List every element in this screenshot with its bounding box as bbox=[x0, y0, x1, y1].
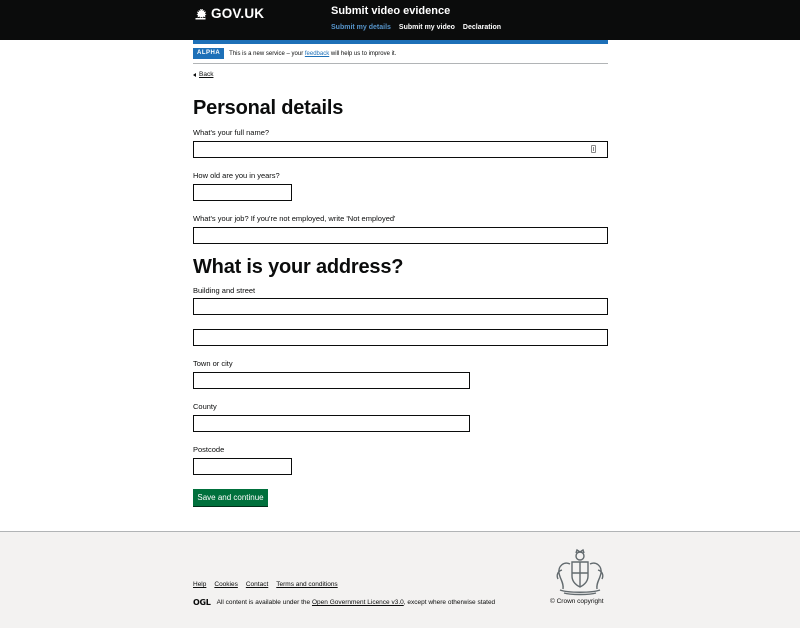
header-blue-bar bbox=[193, 40, 608, 44]
crown-copyright-link[interactable]: © Crown copyright bbox=[550, 598, 604, 605]
county-input[interactable] bbox=[193, 415, 470, 432]
nav-declaration[interactable]: Declaration bbox=[462, 24, 502, 31]
postcode-input[interactable] bbox=[193, 458, 292, 475]
address-heading: What is your address? bbox=[193, 256, 404, 278]
phase-text-after: will help us to improve it. bbox=[330, 51, 397, 57]
job-input[interactable] bbox=[193, 227, 608, 244]
footer-link-cookies[interactable]: Cookies bbox=[214, 581, 238, 588]
header-nav bbox=[331, 24, 501, 31]
licence-link[interactable]: Open Government Licence v3.0 bbox=[311, 599, 404, 606]
footer-link-help[interactable]: Help bbox=[193, 581, 207, 588]
back-link-label: Back bbox=[199, 71, 214, 78]
footer-link-contact[interactable]: Contact bbox=[245, 581, 269, 588]
crown-icon bbox=[193, 7, 208, 20]
licence-text-before: All content is available under the bbox=[216, 599, 311, 606]
service-name[interactable]: Submit video evidence bbox=[331, 5, 451, 17]
town-input[interactable] bbox=[193, 372, 470, 389]
age-label: How old are you in years? bbox=[193, 171, 280, 180]
back-link[interactable] bbox=[193, 71, 213, 78]
royal-coat-of-arms-icon bbox=[552, 548, 608, 596]
nav-submit-my-video[interactable]: Submit my video bbox=[398, 24, 455, 31]
footer-link-terms[interactable]: Terms and conditions bbox=[276, 581, 338, 588]
feedback-link[interactable]: feedback bbox=[304, 51, 330, 57]
autofill-key-icon[interactable] bbox=[591, 145, 596, 153]
nav-submit-my-details[interactable]: Submit my details bbox=[331, 24, 391, 31]
job-label: What's your job? If you're not employed, write 'Not employed' bbox=[193, 214, 396, 223]
licence-row bbox=[193, 598, 495, 607]
street-line1-input[interactable] bbox=[193, 298, 608, 315]
site-header bbox=[0, 0, 800, 40]
postcode-label: Postcode bbox=[193, 445, 225, 454]
chevron-left-icon bbox=[193, 73, 196, 77]
phase-text bbox=[229, 48, 396, 60]
phase-banner bbox=[193, 48, 608, 64]
street-label: Building and street bbox=[193, 286, 256, 295]
footer-links bbox=[193, 581, 338, 588]
save-and-continue-button[interactable]: Save and continue bbox=[193, 489, 268, 506]
age-input[interactable] bbox=[193, 184, 292, 201]
phase-tag: ALPHA bbox=[193, 48, 224, 59]
county-label: County bbox=[193, 402, 217, 411]
town-label: Town or city bbox=[193, 359, 233, 368]
logo-text: GOV.UK bbox=[211, 5, 265, 21]
page-title: Personal details bbox=[193, 97, 344, 119]
full-name-label: What's your full name? bbox=[193, 128, 270, 137]
phase-text-before: This is a new service – your bbox=[229, 51, 304, 57]
govuk-logo-link[interactable] bbox=[193, 4, 264, 22]
site-footer bbox=[0, 531, 800, 628]
ogl-logo-icon: OGL bbox=[193, 598, 211, 607]
licence-text-after: , except where otherwise stated bbox=[403, 599, 496, 606]
street-line2-input[interactable] bbox=[193, 329, 608, 346]
full-name-input[interactable] bbox=[193, 141, 608, 158]
